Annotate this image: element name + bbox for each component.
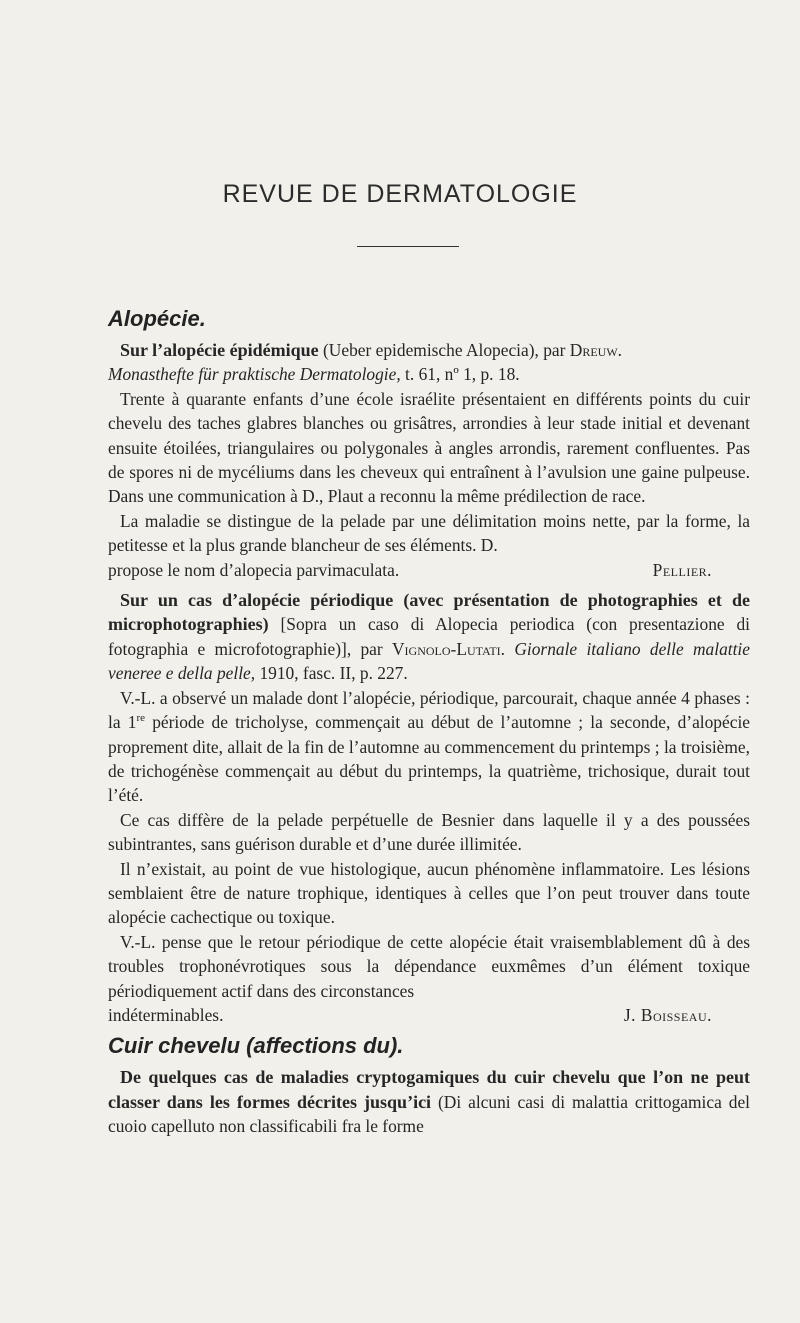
paragraph: La maladie se distingue de la pelade par une délimitation moins nette, par la forme, la petitesse et la plus grande blancheur de ses éléments. D. (108, 510, 750, 556)
paragraph: Il n’existait, au point de vue histologique, aucun phénomène inflammatoire. Les lésions semblaient être de nature trophique, identiques à celles que l’on peut trouver dans toute alopécie cachectique ou toxique. (108, 858, 750, 928)
paragraph-end: indéterminables. (108, 1004, 224, 1025)
article-heading (108, 1065, 750, 1138)
paragraph: Ce cas diffère de la pelade perpétuelle de Besnier dans laquelle il y a des poussées subintrantes, sans guérison durable et d’une durée illimitée. (108, 809, 750, 855)
source-reference: 1910, fasc. II, p. 227. (255, 663, 408, 684)
author-punctuation: . (617, 340, 623, 360)
article-title: De quelques cas de maladies cryptogamiques du cuir chevelu que l’on ne peut classer dans les formes décrites jusqu’ici (108, 1067, 750, 1112)
signature-line (108, 558, 750, 582)
article-body (108, 304, 750, 1139)
source-reference: t. 61, nº 1, p. 18. (400, 364, 520, 385)
article-title-original: (Ueber epidemische Alopecia), par (318, 340, 570, 360)
signature: J. Boisseau. (623, 1004, 712, 1025)
paragraph-end: propose le nom d’alopecia parvimaculata. (108, 559, 400, 580)
article-source (108, 362, 750, 386)
paragraph-text: période de tricholyse, commençait au début de l’automne ; la seconde, d’alopécie proprement dite, allait de la fin de l’automne au commencement du printemps ; la troisième, de trichogénèse commençait au début du printemps, la quatrième, trichosique, durait tout l’été. (108, 712, 750, 806)
article-heading (108, 588, 750, 686)
section-title-cuir-chevelu: Cuir chevelu (affections du). (108, 1033, 404, 1059)
journal-title: REVUE DE DERMATOLOGIE (222, 180, 578, 208)
article-heading (108, 338, 750, 362)
paragraph-text: V.-L. a observé un malade dont l’alopécie, périodique, parcourait, chaque année 4 phases : la 1 (108, 687, 750, 733)
author-punctuation: . (500, 638, 515, 659)
article-author: Dreuw (569, 340, 618, 360)
article-title: Sur l’alopécie épidémique (120, 340, 319, 360)
paragraph (108, 686, 750, 808)
article-author: Vignolo-Lutati (392, 638, 501, 659)
article-title-original: [Sopra un caso di Alopecia periodica (con presentazione di fotographia e microfotographie)], par (108, 614, 750, 659)
journal-name: Giornale italiano delle malattie veneree e della pelle, (108, 638, 750, 684)
paragraph: Trente à quarante enfants d’une école israélite présentaient en différents points du cuir chevelu des taches glabres blanches ou grisâtres, arrondies à leur stade initial et devenant ensuite étoilées, triangulaires ou polygonales à angles arrondis, rarement confluentes. Pas de spores ni de mycéliums dans les cheveux qui entraînent à l’avulsion une gaine pulpeuse. Dans une communication à D., Plaut a reconnu la même prédilection de race. (108, 388, 750, 507)
section-title-alopecie: Alopécie. (108, 306, 206, 331)
paragraph: V.-L. pense que le retour périodique de cette alopécie était vraisemblablement dû à des troubles trophonévrotiques sous la dépendance euxmêmes d’un élément toxique périodiquement actif dans des circonstances (108, 931, 750, 1001)
journal-name: Monasthefte für praktische Dermatologie, (108, 364, 401, 385)
title-rule (357, 246, 459, 247)
article-title: Sur un cas d’alopécie périodique (avec présentation de photographies et de microphotographies) (108, 590, 750, 635)
signature-line (108, 1003, 750, 1027)
article-title-original: (Di alcuni casi di malattia crittogamica del cuoio capelluto non classificabili fra le forme (108, 1091, 750, 1137)
superscript: re (136, 712, 145, 725)
signature: Pellier. (652, 559, 712, 580)
